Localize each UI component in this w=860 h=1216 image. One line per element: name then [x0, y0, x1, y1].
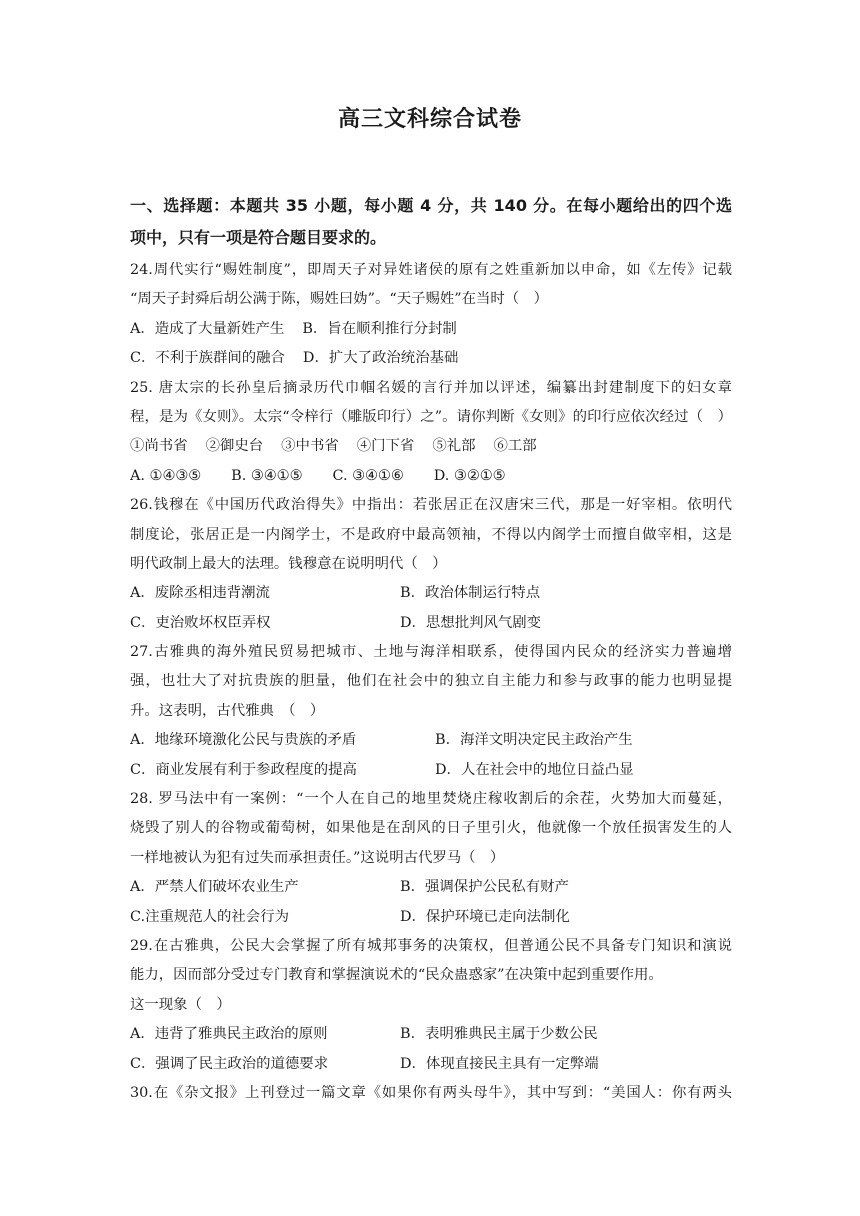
- question-29-stem-line-3: 这一现象（ ）: [130, 996, 231, 1013]
- question-25-item-3: ③中书省: [281, 438, 339, 455]
- question-25-item-6: ⑥工部: [493, 438, 537, 455]
- question-27-option-d: D．人在社会中的地位日益凸显: [435, 761, 634, 778]
- question-27-options-row-1: [130, 726, 732, 755]
- question-24-options-row-1: [130, 315, 732, 344]
- question-29-stem-line-1: 29.在古雅典，公民大会掌握了所有城邦事务的决策权，但普通公民不具备专门知识和演说: [130, 937, 732, 954]
- question-24-option-d: D．扩大了政治统治基础: [302, 350, 459, 367]
- question-25-item-2: ②御史台: [205, 438, 264, 455]
- question-28: [130, 785, 732, 932]
- question-30-stem-line-1: 30.在《杂文报》上刊登过一篇文章《如果你有两头母牛》，其中写到：“美国人：你有两头: [130, 1084, 732, 1101]
- question-26-option-a: A．废除丞相违背潮流: [130, 585, 270, 602]
- question-30: [130, 1079, 732, 1108]
- question-25: [130, 374, 732, 492]
- question-25-item-4: ④门下省: [356, 438, 415, 455]
- question-25-item-list: [130, 432, 732, 461]
- question-25-option-c: C. ③④①⑥: [332, 467, 404, 484]
- question-25-options-row: [130, 462, 732, 491]
- question-29-stem-line-2: 能力，因而部分受过专门教育和掌握演说术的“民众蛊惑家”在决策中起到重要作用。: [130, 967, 663, 984]
- question-29: [130, 932, 732, 1079]
- question-24-stem-line-2: “周天子封舜后胡公满于陈，赐姓曰妫”。“天子赐姓”在当时（ ）: [130, 291, 548, 308]
- question-26: [130, 491, 732, 638]
- question-25-item-1: ①尚书省: [130, 438, 188, 455]
- page-title: 高三文科综合试卷: [337, 107, 522, 132]
- question-28-stem-line-2: 烧毁了别人的谷物或葡萄树，如果他是在刮风的日子里引火，他就像一个放任损害发生的人: [130, 820, 732, 837]
- question-27-options-row-2: [130, 756, 732, 785]
- question-28-option-a: A．严禁人们破坏农业生产: [130, 879, 299, 896]
- question-24-options-row-2: [130, 344, 732, 373]
- question-24-stem-line-1: 24.周代实行“赐姓制度”，即周天子对异姓诸侯的原有之姓重新加以申命，如《左传》记载: [130, 262, 732, 278]
- question-26-stem-line-2: 制度论，张居正是一内阁学士，不是政府中最高领袖，不得以内阁学士而擅自做宰相，这是: [130, 526, 732, 543]
- question-26-option-c: C．吏治败坏权臣弄权: [130, 614, 271, 631]
- question-24-option-b: B．旨在顺利推行分封制: [302, 320, 457, 337]
- question-29-option-a: A．违背了雅典民主政治的原则: [130, 1026, 328, 1043]
- question-28-option-d: D．保护环境已走向法制化: [400, 908, 570, 925]
- question-24-option-a: A．造成了大量新姓产生: [130, 320, 285, 337]
- section-heading-line-1: 一、选择题：本题共 35 小题，每小题 4 分，共 140 分。在每小题给出的四个选: [130, 196, 732, 215]
- question-29-options-row-2: [130, 1050, 732, 1079]
- section-heading: [130, 190, 732, 254]
- question-29-option-d: D．体现直接民主具有一定弊端: [400, 1055, 599, 1072]
- question-27-stem-line-2: 强，也壮大了对抗贵族的胆量，他们在社会中的独立自主能力和参与政事的能力也明显提: [130, 673, 732, 690]
- question-28-option-b: B．强调保护公民私有财产: [400, 879, 569, 896]
- question-25-option-a: A. ①④③⑤: [130, 467, 202, 484]
- question-27-stem-line-1: 27.古雅典的海外殖民贸易把城市、土地与海洋相联系，使得国内民众的经济实力普遍增: [130, 644, 732, 661]
- question-29-option-c: C．强调了民主政治的道德要求: [130, 1055, 329, 1072]
- question-26-option-b: B．政治体制运行特点: [400, 585, 541, 602]
- question-25-stem-line-2: 程，是为《女则》。太宗“令梓行（雕版印行）之”。请你判断《女则》的印行应依次经过（ ）: [130, 408, 732, 425]
- question-26-options-row-2: [130, 609, 732, 638]
- question-29-option-b: B．表明雅典民主属于少数公民: [400, 1026, 598, 1043]
- question-29-options-row-1: [130, 1020, 732, 1049]
- question-24: [130, 256, 732, 374]
- question-27-option-a: A．地缘环境激化公民与贵族的矛盾: [130, 732, 357, 749]
- question-27-option-c: C．商业发展有利于参政程度的提高: [130, 761, 357, 778]
- question-list: [130, 256, 732, 1108]
- question-28-stem-line-3: 一样地被认为犯有过失而承担责任。”这说明古代罗马（ ）: [130, 849, 505, 866]
- question-24-option-c: C．不利于族群间的融合: [130, 350, 285, 367]
- question-25-item-5: ⑤礼部: [432, 438, 476, 455]
- question-27-option-b: B．海洋文明决定民主政治产生: [435, 732, 633, 749]
- question-26-stem-line-3: 明代政制上最大的法理。钱穆意在说明明代（ ）: [130, 555, 447, 572]
- section-heading-line-2: 项中，只有一项是符合题目要求的。: [130, 228, 387, 247]
- question-26-option-d: D．思想批判风气剧变: [400, 614, 542, 631]
- question-28-options-row-1: [130, 873, 732, 902]
- question-26-options-row-1: [130, 579, 732, 608]
- question-25-stem-line-1: 25. 唐太宗的长孙皇后摘录历代巾帼名媛的言行并加以评述，编纂出封建制度下的妇女章: [130, 379, 732, 396]
- question-26-stem-line-1: 26.钱穆在《中国历代政治得失》中指出：若张居正在汉唐宋三代，那是一好宰相。依明代: [130, 497, 732, 514]
- question-28-option-c: C.注重规范人的社会行为: [130, 908, 289, 925]
- question-25-option-b: B. ③④①⑤: [231, 467, 303, 484]
- question-27: [130, 638, 732, 785]
- question-27-stem-line-3: 升。这表明，古代雅典 （ ）: [130, 702, 325, 719]
- question-25-option-d: D. ③②①⑤: [433, 467, 506, 484]
- question-28-options-row-2: [130, 903, 732, 932]
- question-28-stem-line-1: 28. 罗马法中有一案例：“一个人在自己的地里焚烧庄稼收割后的余茬，火势加大而蔓延，: [130, 791, 732, 808]
